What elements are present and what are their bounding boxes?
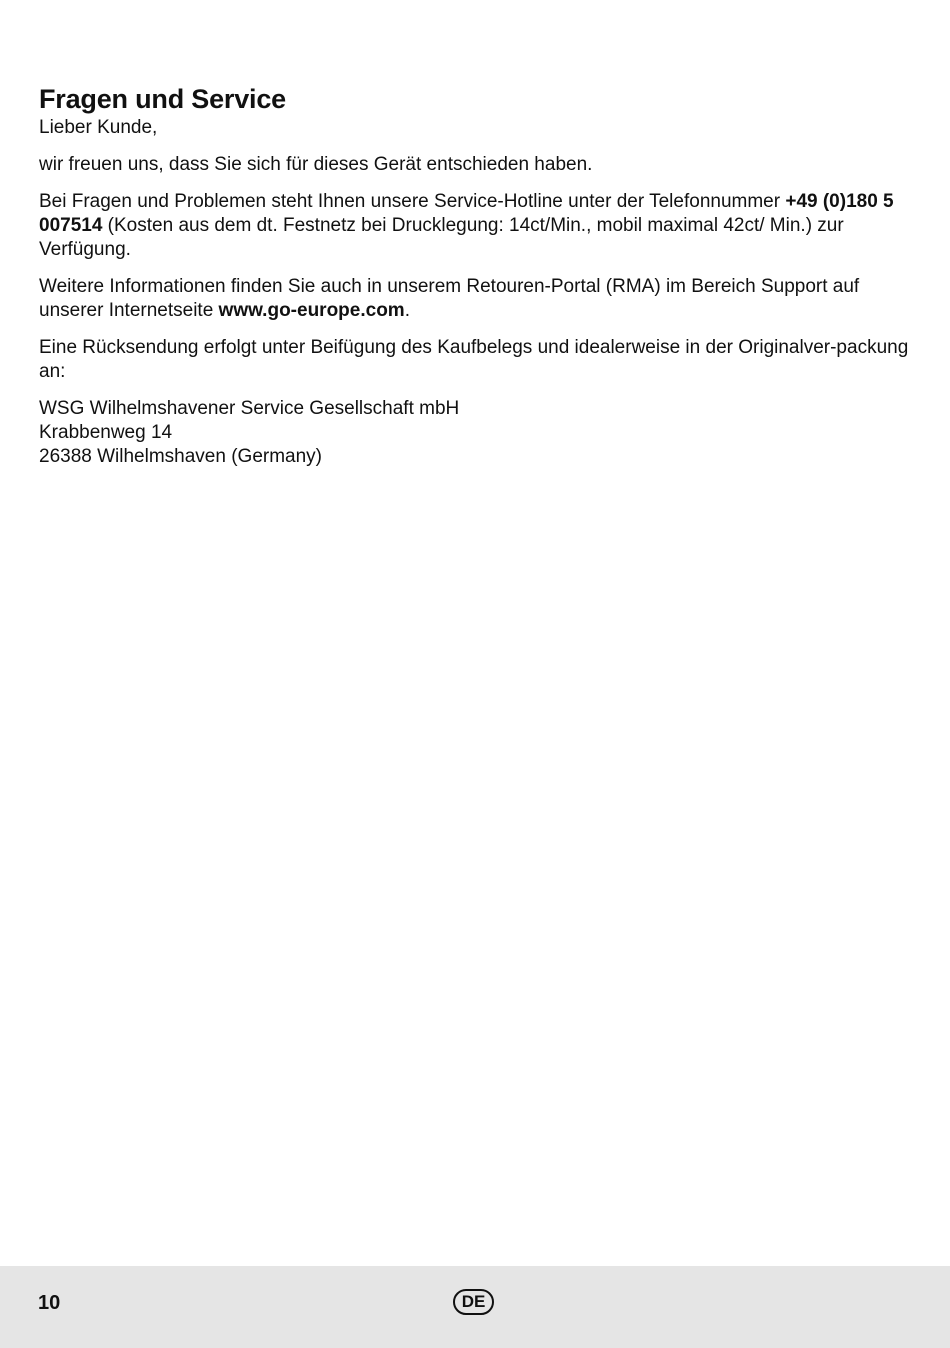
hotline-text-before: Bei Fragen und Problemen steht Ihnen unsere Service-Hotline unter der Telefonnummer [39,191,786,212]
greeting: Lieber Kunde, [39,117,158,138]
page-title: Fragen und Service [39,84,286,114]
address-company: WSG Wilhelmshavener Service Gesellschaft mbH [39,398,460,419]
hotline-paragraph [39,190,911,262]
hotline-text-after: (Kosten aus dem dt. Festnetz bei Drucklegung: 14ct/Min., mobil maximal 42ct/ Min.) zur Verfügung. [39,215,844,260]
hotline-number: +49 (0)180 5 007514 [39,191,894,236]
language-badge: DE [453,1289,494,1315]
info-text-before: Weitere Informationen finden Sie auch in unserem Retouren-Portal (RMA) im Bereich Support auf unserer Internetseite [39,276,860,321]
return-paragraph: Eine Rücksendung erfolgt unter Beifügung des Kaufbelegs und idealerweise in der Originalver-packung an: [39,337,909,382]
intro-paragraph: wir freuen uns, dass Sie sich für dieses Gerät entschieden haben. [39,154,593,175]
page-content [39,82,911,482]
page-footer [0,1266,950,1348]
return-address [39,397,911,469]
info-paragraph [39,275,911,323]
page-number: 10 [38,1292,61,1314]
info-text-after: . [404,300,410,321]
website-link[interactable]: www.go-europe.com [218,300,405,321]
address-city: 26388 Wilhelmshaven (Germany) [39,446,323,467]
address-street: Krabbenweg 14 [39,422,173,443]
